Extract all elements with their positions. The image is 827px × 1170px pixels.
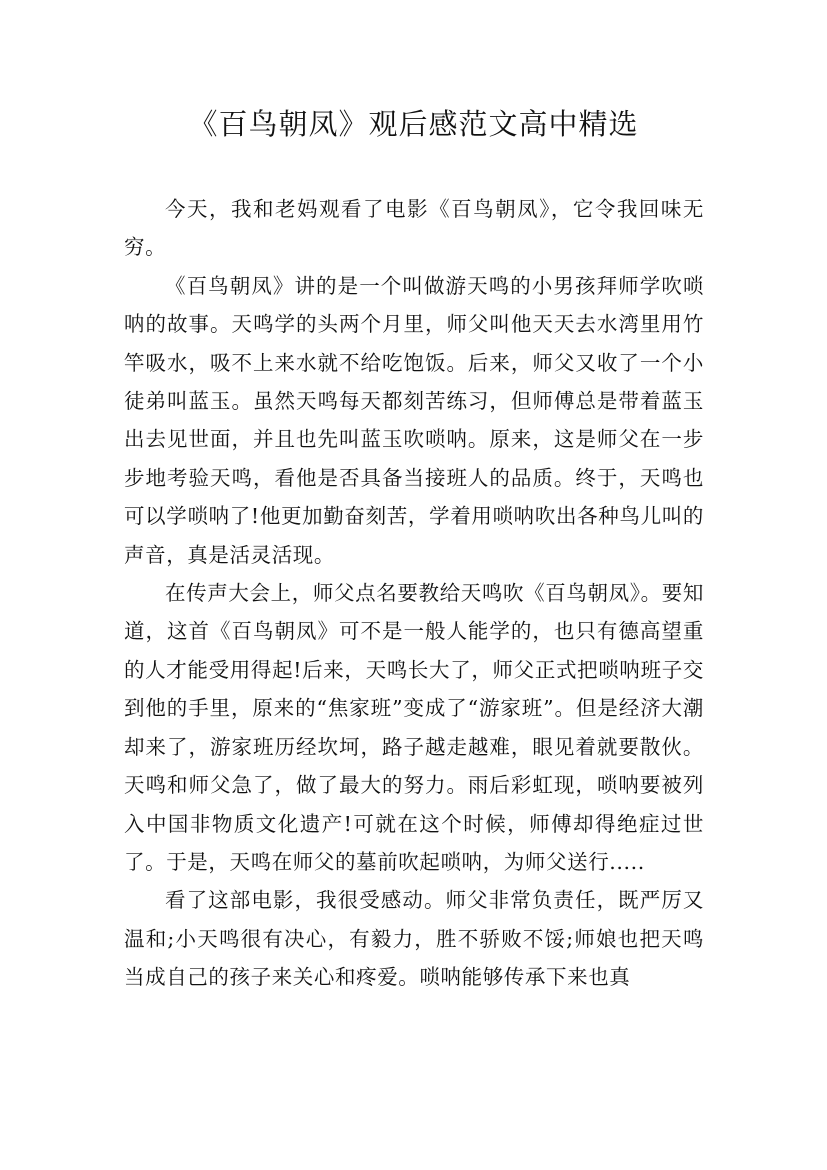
paragraph: 在传声大会上，师父点名要教给天鸣吹《百鸟朝凤》。要知道，这首《百鸟朝凤》可不是一般人能学的，也只有德高望重的人才能受用得起!后来，天鸣长大了，师父正式把唢呐班子交到他的手里，原来的“焦家班”变成了“游家班”。但是经济大潮却来了，游家班历经坎坷，路子越走越难，眼见着就要散伙。天鸣和师父急了，做了最大的努力。雨后彩虹现，唢呐要被列入中国非物质文化遗产!可就在这个时候，师傅却得绝症过世了。于是，天鸣在师父的墓前吹起唢呐，为师父送行..... <box>124 581 704 874</box>
paragraph: 今天，我和老妈观看了电影《百鸟朝凤》，它令我回味无穷。 <box>124 197 704 260</box>
paragraph: 《百鸟朝凤》讲的是一个叫做游天鸣的小男孩拜师学吹唢呐的故事。天鸣学的头两个月里，师父叫他天天去水湾里用竹竿吸水，吸不上来水就不给吃饱饭。后来，师父又收了一个小徒弟叫蓝玉。虽然天鸣每天都刻苦练习，但师傅总是带着蓝玉出去见世面，并且也先叫蓝玉吹唢呐。原来，这是师父在一步步地考验天鸣，看他是否具备当接班人的品质。终于，天鸣也可以学唢呐了!他更加勤奋刻苦，学着用唢呐吹出各种鸟儿叫的声音，真是活灵活现。 <box>124 273 704 567</box>
document-title: 《百鸟朝凤》观后感范文高中精选 <box>188 107 639 141</box>
document-body <box>124 190 704 997</box>
paragraph: 看了这部电影，我很受感动。师父非常负责任，既严厉又温和;小天鸣很有决心，有毅力，胜不骄败不馁;师娘也把天鸣当成自己的孩子来关心和疼爱。唢呐能够传承下来也真 <box>124 888 704 990</box>
